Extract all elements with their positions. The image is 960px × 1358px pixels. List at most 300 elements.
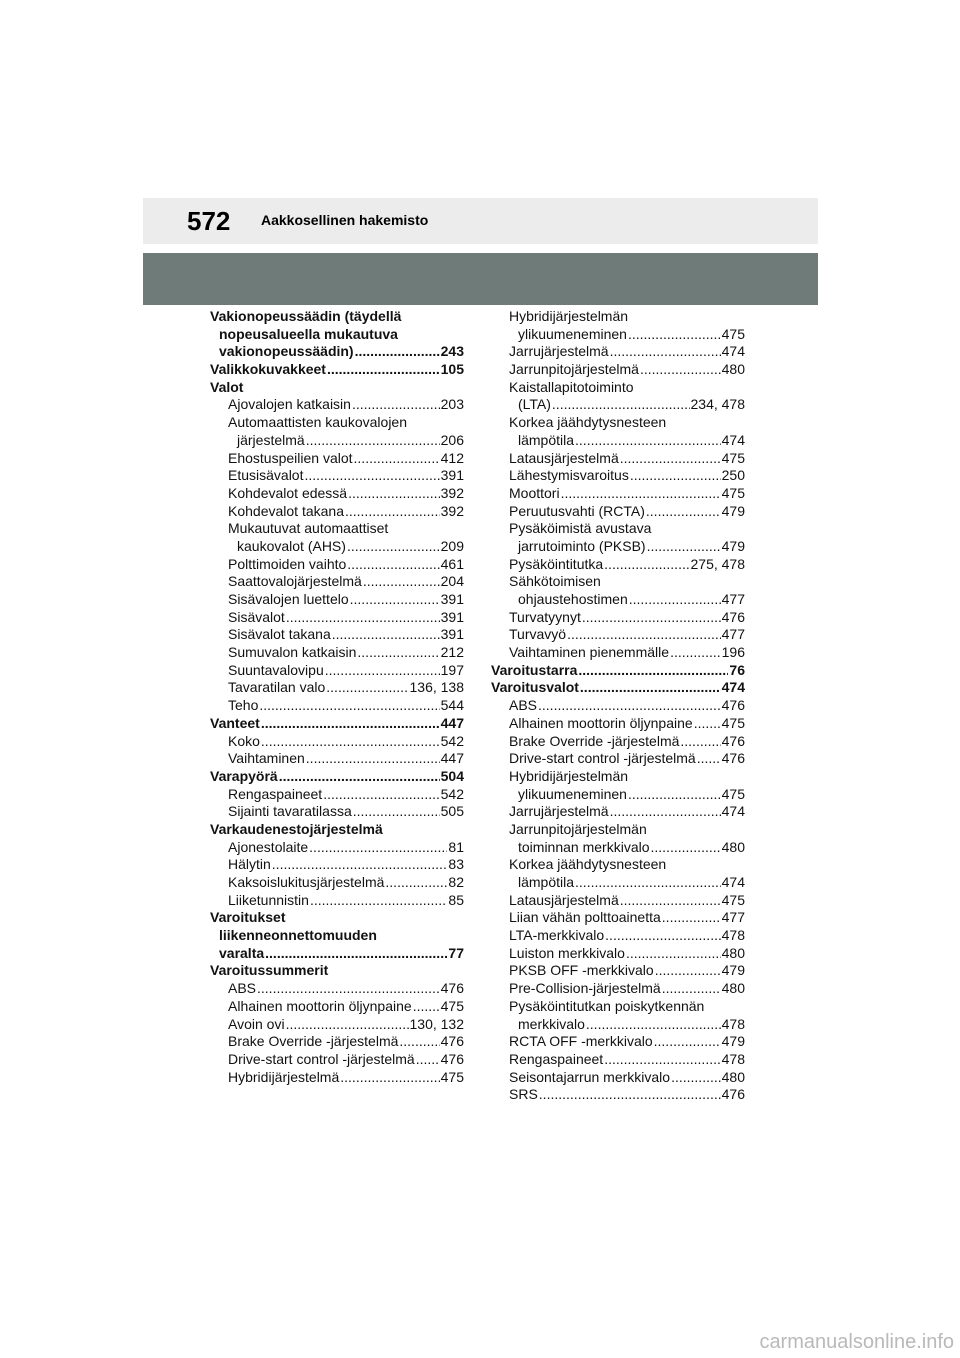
page-reference: 479	[721, 1033, 745, 1050]
index-term: ABS	[228, 980, 257, 997]
page-reference: 475	[440, 997, 464, 1014]
index-term: Hälytin	[228, 856, 271, 873]
dot-leader	[647, 538, 721, 556]
index-term: Turvavyö	[509, 626, 567, 643]
dot-leader	[610, 803, 721, 821]
page-reference: 476	[721, 697, 745, 714]
dot-leader	[326, 679, 408, 697]
index-entry	[210, 874, 464, 892]
index-term: Rengaspaineet	[509, 1050, 604, 1067]
index-entry	[491, 485, 745, 503]
index-entry	[491, 467, 745, 485]
index-entry	[491, 591, 745, 609]
page-reference: 83	[448, 856, 464, 873]
index-entry	[210, 697, 464, 715]
page-reference: 209	[440, 537, 464, 554]
index-entry	[491, 892, 745, 910]
index-entry	[491, 927, 745, 945]
page-reference: 105	[440, 361, 464, 378]
dot-leader	[567, 626, 721, 644]
index-term: ylikuumeneminen	[518, 325, 627, 342]
dot-leader	[671, 1069, 721, 1087]
index-entry	[210, 998, 464, 1016]
dot-leader	[640, 361, 721, 379]
page-reference: 505	[440, 803, 464, 820]
watermark-text: carmanualsonline.info	[759, 1331, 954, 1353]
page-reference: 476	[440, 1033, 464, 1050]
page-reference: 478	[721, 1050, 745, 1067]
dot-leader	[628, 326, 721, 344]
index-entry	[210, 520, 464, 538]
page-reference: 391	[440, 626, 464, 643]
index-term: Lähestymisvaroitus	[509, 467, 629, 484]
index-entry	[491, 326, 745, 344]
index-term: Seisontajarrun merkkivalo	[509, 1068, 671, 1085]
index-entry	[491, 450, 745, 468]
header-band	[143, 253, 818, 305]
dot-leader	[310, 892, 447, 910]
index-entry	[491, 874, 745, 892]
dot-leader	[575, 874, 721, 892]
page-reference: 479	[721, 502, 745, 519]
index-entry	[210, 573, 464, 591]
index-entry	[210, 308, 464, 326]
index-term: Turvatyynyt	[509, 608, 581, 625]
index-entry	[210, 609, 464, 627]
index-entry	[491, 1051, 745, 1069]
index-entry	[210, 1069, 464, 1087]
dot-leader	[385, 874, 447, 892]
dot-leader	[306, 432, 440, 450]
index-term: Alhainen moottorin öljynpaine	[509, 714, 693, 731]
index-entry	[210, 892, 464, 910]
dot-leader	[620, 892, 721, 910]
index-entry	[491, 697, 745, 715]
index-entry	[491, 414, 745, 432]
index-entry	[210, 556, 464, 574]
dot-leader	[348, 485, 440, 503]
dot-leader	[575, 432, 721, 450]
index-term: Sijainti tavaratilassa	[228, 803, 352, 820]
page-reference: 504	[440, 767, 464, 784]
dot-leader	[586, 1016, 721, 1034]
page-reference: 81	[448, 838, 464, 855]
index-term: Hybridijärjestelmän	[509, 767, 629, 784]
page-reference: 474	[721, 343, 745, 360]
dot-leader	[257, 980, 440, 998]
dot-leader	[304, 467, 439, 485]
index-entry	[491, 750, 745, 768]
index-entry	[210, 856, 464, 874]
index-term: Avoin ovi	[228, 1015, 285, 1032]
index-term: kaukovalot (AHS)	[237, 537, 346, 554]
page-reference: 474	[721, 874, 745, 890]
index-term: Sisävalot takana	[228, 626, 331, 643]
page-reference: 475	[721, 891, 745, 908]
index-entry	[491, 945, 745, 963]
index-entry	[491, 573, 745, 591]
index-entry	[210, 1033, 464, 1051]
dot-leader	[265, 945, 447, 963]
index-entry	[491, 520, 745, 538]
page-reference: 475	[721, 325, 745, 342]
index-term: Brake Override -järjestelmä	[228, 1033, 399, 1050]
dot-leader	[323, 786, 439, 804]
page-reference: 474	[721, 803, 745, 820]
index-term: nopeusalueella mukautuva	[219, 325, 398, 342]
index-entry	[210, 326, 464, 344]
page-reference: 212	[440, 644, 464, 661]
page-reference: 476	[440, 1050, 464, 1067]
page-reference: 475	[721, 449, 745, 466]
index-term: Pysäköintitutka	[509, 555, 604, 572]
index-entry	[491, 396, 745, 414]
dot-leader	[327, 361, 440, 379]
page-reference: 204	[440, 573, 464, 590]
dot-leader	[354, 450, 440, 468]
dot-leader	[610, 343, 721, 361]
index-term: Saattovalojärjestelmä	[228, 573, 362, 590]
index-entry	[491, 786, 745, 804]
index-entry	[210, 715, 464, 733]
index-entry	[491, 361, 745, 379]
index-entry	[210, 361, 464, 379]
dot-leader	[413, 998, 440, 1016]
page-header	[143, 198, 818, 244]
index-entry	[491, 1033, 745, 1051]
index-term: Liiketunnistin	[228, 891, 309, 908]
index-entry	[491, 343, 745, 361]
dot-leader	[578, 662, 728, 680]
page-reference: 474	[721, 679, 745, 696]
page-reference: 475	[721, 785, 745, 802]
index-term: ylikuumeneminen	[518, 785, 627, 802]
index-term: Teho	[228, 697, 259, 714]
dot-leader	[353, 803, 440, 821]
index-entry	[210, 909, 464, 927]
dot-leader	[357, 644, 439, 662]
index-entry	[210, 962, 464, 980]
dot-leader	[416, 1051, 440, 1069]
dot-leader	[340, 1069, 439, 1087]
index-entry	[491, 715, 745, 733]
index-entry	[491, 308, 745, 326]
dot-leader	[662, 980, 721, 998]
dot-leader	[604, 1051, 720, 1069]
index-entry	[210, 396, 464, 414]
dot-leader	[654, 1033, 721, 1051]
dot-leader	[646, 503, 721, 521]
index-entry	[491, 679, 745, 697]
index-term: Korkea jäähdytysnesteen	[509, 856, 667, 873]
page-reference: 476	[440, 980, 464, 997]
index-entry	[491, 733, 745, 751]
page-number: 572	[187, 206, 231, 236]
index-term: Vaihtaminen	[228, 750, 305, 767]
page-reference: 477	[721, 626, 745, 643]
index-entry	[491, 556, 745, 574]
page-reference: 476	[721, 1086, 745, 1103]
index-entry	[210, 432, 464, 450]
page-reference: 544	[440, 697, 464, 714]
index-term: varalta	[219, 944, 265, 961]
page-reference: 476	[721, 732, 745, 749]
index-entry	[491, 803, 745, 821]
index-term: Valikkokuvakkeet	[210, 361, 326, 378]
page-reference: 85	[448, 891, 464, 908]
page-reference: 391	[440, 608, 464, 625]
index-term: Valot	[210, 378, 244, 395]
page-reference: 477	[721, 591, 745, 607]
dot-leader	[630, 467, 721, 485]
index-entry	[210, 379, 464, 397]
index-term: järjestelmä	[237, 431, 305, 448]
index-term: LTA-merkkivalo	[509, 927, 605, 944]
index-term: Suuntavalovipu	[228, 661, 324, 678]
dot-leader	[539, 1086, 721, 1104]
index-entry	[491, 856, 745, 874]
index-term: lämpötila	[518, 874, 575, 890]
index-term: Ehostuspeilien valot	[228, 449, 353, 466]
page-reference: 477	[721, 909, 745, 926]
index-entry	[210, 768, 464, 786]
index-term: Latausjärjestelmä	[509, 449, 619, 466]
page-reference: 480	[721, 980, 745, 997]
page-reference: 461	[440, 555, 464, 572]
dot-leader	[538, 697, 721, 715]
dot-leader	[605, 927, 720, 945]
index-entry	[210, 750, 464, 768]
index-term: Drive-start control -järjestelmä	[228, 1050, 415, 1067]
index-term: Latausjärjestelmä	[509, 891, 619, 908]
index-entry	[491, 626, 745, 644]
index-entry	[210, 450, 464, 468]
index-entry	[491, 432, 745, 450]
index-entry	[210, 839, 464, 857]
index-entry	[210, 821, 464, 839]
index-term: Pysäköimistä avustava	[509, 520, 652, 537]
index-entry	[491, 1016, 745, 1034]
dot-leader	[580, 679, 721, 697]
dot-leader	[261, 715, 440, 733]
index-entry	[491, 609, 745, 627]
index-entry	[210, 343, 464, 361]
dot-leader	[628, 786, 721, 804]
page-reference: 542	[440, 785, 464, 802]
index-term: Kaksoislukitusjärjestelmä	[228, 874, 385, 890]
index-term: Kohdevalot edessä	[228, 484, 348, 501]
index-term: Drive-start control -järjestelmä	[509, 750, 696, 767]
index-entry	[210, 803, 464, 821]
index-term: Polttimoiden vaihto	[228, 555, 347, 572]
index-term: (LTA)	[518, 396, 551, 413]
dot-leader	[279, 768, 440, 786]
page-reference: 480	[721, 838, 745, 855]
index-term: Liian vähän polttoainetta	[509, 909, 661, 926]
index-term: Peruutusvahti (RCTA)	[509, 502, 645, 519]
page-reference: 542	[440, 732, 464, 749]
index-term: Sumuvalon katkaisin	[228, 644, 357, 661]
dot-leader	[399, 1033, 439, 1051]
page-reference: 479	[721, 962, 745, 979]
index-term: Ajonestolaite	[228, 838, 309, 855]
page-reference: 243	[440, 343, 464, 360]
page-reference: 475	[721, 714, 745, 731]
dot-leader	[620, 450, 721, 468]
index-entry	[491, 379, 745, 397]
index-entry	[491, 538, 745, 556]
index-entry	[491, 909, 745, 927]
index-term: Sähkötoimisen	[509, 573, 601, 590]
index-term: Automaattisten kaukovalojen	[228, 414, 407, 431]
index-term: ohjaustehostimen	[518, 591, 628, 607]
page-reference: 412	[440, 449, 464, 466]
page-reference: 234, 478	[690, 396, 745, 413]
index-term: Ajovalojen katkaisin	[228, 396, 351, 413]
page-reference: 206	[440, 431, 464, 448]
index-term: toiminnan merkkivalo	[518, 838, 650, 855]
index-entry	[491, 768, 745, 786]
dot-leader	[670, 644, 721, 662]
index-term: Jarrunpitojärjestelmä	[509, 361, 639, 378]
index-entry	[210, 945, 464, 963]
index-entry	[210, 485, 464, 503]
index-term: Jarrujärjestelmä	[509, 343, 609, 360]
page-reference: 136, 138	[409, 679, 464, 696]
dot-leader	[651, 839, 721, 857]
index-term: Varoitussummerit	[210, 962, 329, 979]
index-column-left	[210, 308, 464, 1086]
dot-leader	[347, 556, 439, 574]
index-entry	[210, 1051, 464, 1069]
index-term: vakionopeussäädin)	[219, 343, 354, 360]
index-term: Varoitustarra	[491, 661, 578, 678]
index-term: PKSB OFF -merkkivalo	[509, 962, 654, 979]
dot-leader	[347, 538, 440, 556]
index-term: Mukautuvat automaattiset	[228, 520, 389, 537]
page-reference: 478	[721, 927, 745, 944]
index-term: Sisävalojen luettelo	[228, 591, 349, 607]
dot-leader	[286, 1016, 409, 1034]
page-reference: 447	[440, 750, 464, 767]
index-term: Jarrujärjestelmä	[509, 803, 609, 820]
index-entry	[210, 786, 464, 804]
page-reference: 77	[448, 944, 464, 961]
page-reference: 392	[440, 484, 464, 501]
index-entry	[491, 998, 745, 1016]
page-reference: 391	[440, 467, 464, 484]
dot-leader	[697, 750, 721, 768]
page-reference: 391	[440, 591, 464, 607]
index-term: Kohdevalot takana	[228, 502, 344, 519]
index-entry	[491, 1086, 745, 1104]
index-entry	[210, 591, 464, 609]
index-term: Hybridijärjestelmä	[228, 1068, 340, 1085]
page-reference: 476	[721, 608, 745, 625]
index-term: Vanteet	[210, 714, 260, 731]
dot-leader	[332, 626, 440, 644]
index-entry	[210, 467, 464, 485]
index-entry	[491, 644, 745, 662]
dot-leader	[582, 609, 721, 627]
page-reference: 480	[721, 944, 745, 961]
index-entry	[491, 839, 745, 857]
index-column-right	[491, 308, 745, 1104]
index-term: Varkaudenestojärjestelmä	[210, 820, 383, 837]
index-term: Pre-Collision-järjestelmä	[509, 980, 661, 997]
page-reference: 196	[721, 644, 745, 661]
dot-leader	[309, 839, 447, 857]
page-reference: 197	[440, 661, 464, 678]
page-reference: 478	[721, 1015, 745, 1032]
index-term: Rengaspaineet	[228, 785, 323, 802]
dot-leader	[355, 343, 440, 361]
index-entry	[210, 679, 464, 697]
index-term: Korkea jäähdytysnesteen	[509, 414, 667, 431]
page-reference: 475	[440, 1068, 464, 1085]
index-entry	[210, 980, 464, 998]
index-term: Moottori	[509, 484, 560, 501]
index-term: Sisävalot	[228, 608, 285, 625]
index-term: SRS	[509, 1086, 538, 1103]
dot-leader	[352, 396, 440, 414]
index-entry	[491, 662, 745, 680]
index-term: Kaistallapitotoiminto	[509, 378, 634, 395]
index-entry	[210, 538, 464, 556]
index-entry	[210, 626, 464, 644]
index-term: Etusisävalot	[228, 467, 304, 484]
index-term: Varapyörä	[210, 767, 278, 784]
dot-leader	[694, 715, 721, 733]
page-reference: 392	[440, 502, 464, 519]
index-entry	[210, 1016, 464, 1034]
page-reference: 479	[721, 537, 745, 554]
index-term: Brake Override -järjestelmä	[509, 732, 680, 749]
index-entry	[210, 414, 464, 432]
index-term: merkkivalo	[518, 1015, 585, 1032]
dot-leader	[662, 909, 721, 927]
index-entry	[491, 1069, 745, 1087]
index-term: RCTA OFF -merkkivalo	[509, 1033, 653, 1050]
index-term: Pysäköintitutkan poiskytkennän	[509, 997, 705, 1014]
index-term: Vakionopeussäädin (täydellä	[210, 308, 402, 324]
index-entry	[210, 927, 464, 945]
dot-leader	[604, 556, 689, 574]
index-entry	[491, 503, 745, 521]
index-entry	[210, 503, 464, 521]
index-term: jarrutoiminto (PKSB)	[518, 537, 646, 554]
index-term: Hybridijärjestelmän	[509, 308, 629, 324]
dot-leader	[655, 962, 721, 980]
index-term: Koko	[228, 732, 260, 749]
dot-leader	[306, 750, 440, 768]
index-entry	[491, 980, 745, 998]
index-term: ABS	[509, 697, 538, 714]
index-term: Varoitusvalot	[491, 679, 579, 696]
index-entry	[491, 821, 745, 839]
section-title: Aakkosellinen hakemisto	[261, 212, 429, 228]
page-reference: 480	[721, 1068, 745, 1085]
dot-leader	[363, 573, 440, 591]
page-reference: 474	[721, 431, 745, 448]
page-reference: 250	[721, 467, 745, 484]
index-term: Varoitukset	[210, 909, 286, 926]
page-reference: 203	[440, 396, 464, 413]
index-term: liikenneonnettomuuden	[219, 927, 377, 944]
dot-leader	[629, 591, 721, 609]
page-reference: 76	[729, 661, 745, 678]
page-reference: 480	[721, 361, 745, 378]
